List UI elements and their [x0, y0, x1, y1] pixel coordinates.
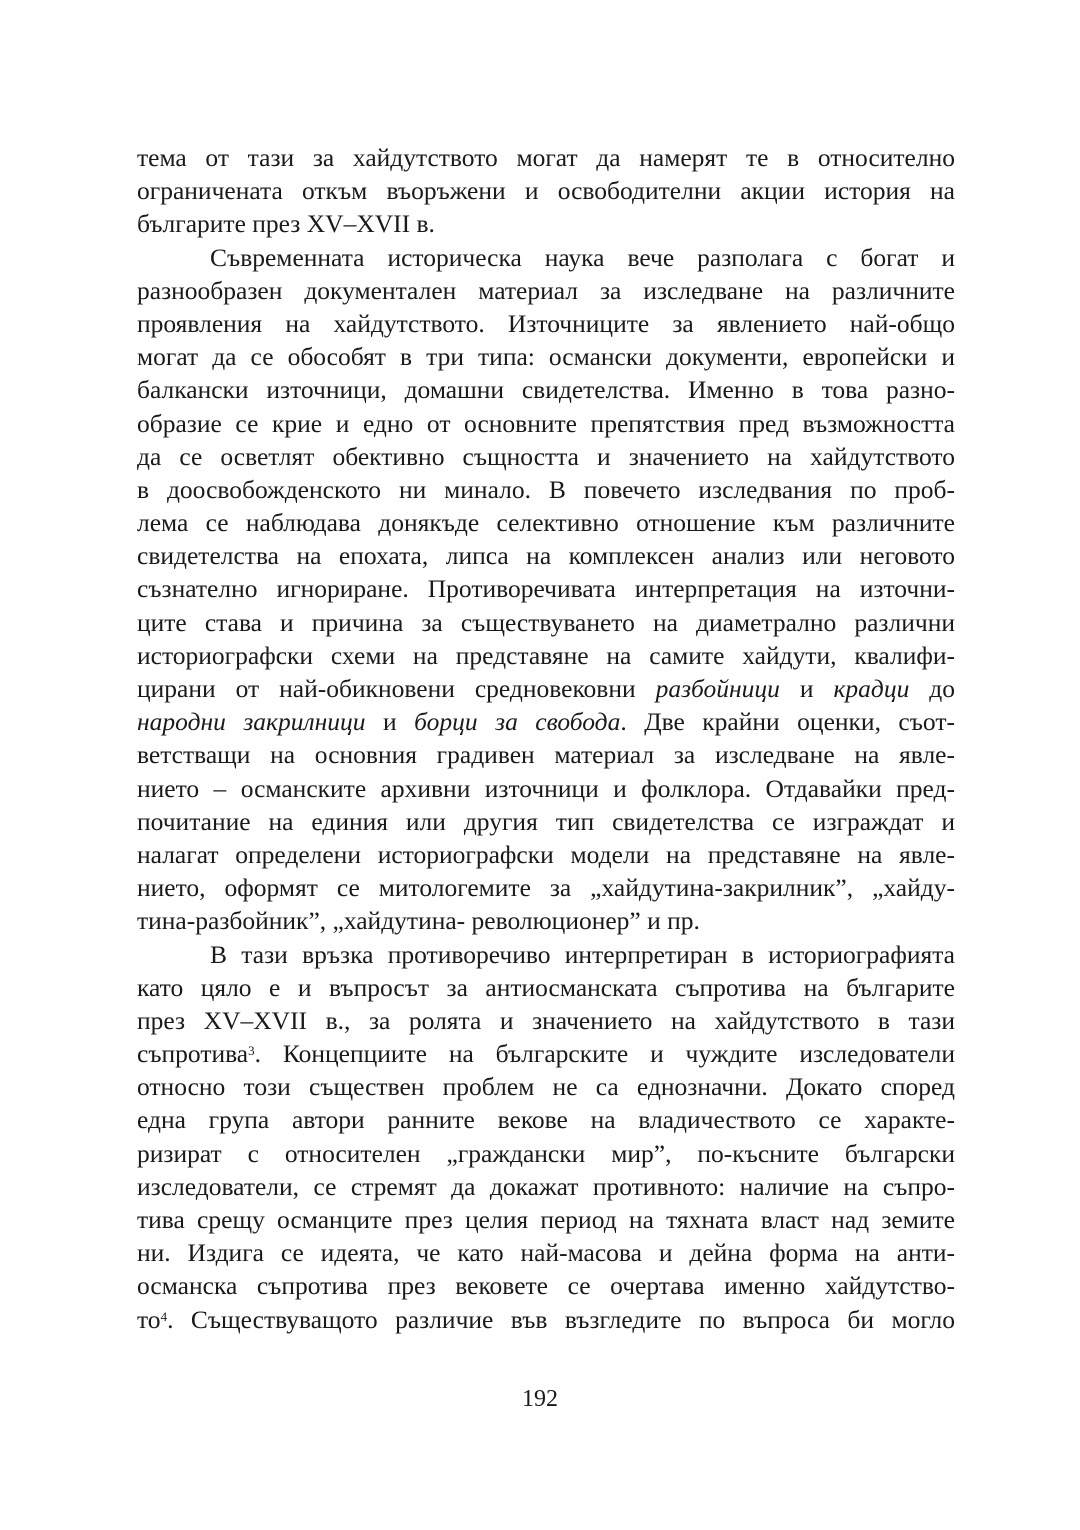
- text-line: ограничената откъм въоръжени и освободителни акции история на: [137, 176, 955, 206]
- footnote-ref: 3: [248, 1043, 255, 1059]
- text-line: образие се крие и едно от основните препятствия пред възможността: [137, 408, 955, 438]
- text-line-mixed: [137, 1303, 955, 1336]
- text-line: почитание на единия или другия тип свидетелства се изграждат и: [137, 806, 955, 836]
- italic-term: народни закрилници: [137, 707, 366, 737]
- italic-term: борци за свобода: [414, 707, 621, 737]
- line-text: . Две крайни оценки, съот-: [620, 707, 955, 737]
- text-line: лема се наблюдава донякъде селективно отношение към различните: [137, 508, 955, 538]
- text-line: ризират с относителен „граждански мир”, по-късните български: [137, 1138, 955, 1168]
- text-line-mixed: [137, 672, 955, 705]
- text-line: налагат определени историографски модели на представяне на явле-: [137, 839, 955, 869]
- text-line-mixed: [137, 1037, 955, 1070]
- line-text: и: [779, 674, 834, 703]
- italic-term: разбойници: [655, 674, 780, 703]
- text-line: българите през XV–XVII в.: [137, 209, 435, 239]
- line-text: то: [137, 1304, 161, 1334]
- footnote-ref: 4: [160, 1308, 168, 1324]
- text-line: османска съпротива през вековете се очертава именно хайдутство-: [137, 1271, 955, 1301]
- text-line: историографски схеми на представяне на самите хайдути, квалифи-: [137, 640, 955, 670]
- text-line: през XV–XVII в., за ролята и значението на хайдутството в тази: [137, 1005, 955, 1035]
- text-line: изследователи, се стремят да докажат противното: наличие на съпро-: [137, 1171, 955, 1201]
- text-line: да се осветлят обективно същността и значението на хайдутството: [137, 441, 955, 471]
- text-line-mixed: [137, 705, 955, 738]
- text-line: относно този съществен проблем не са еднозначни. Докато според: [137, 1072, 955, 1102]
- text-line: Съвременната историческа наука вече разполага с богат и: [210, 242, 955, 272]
- text-line: като цяло е и въпросът за антиосманската съпротива на българите: [137, 972, 955, 1002]
- text-line: в доосвобожденското ни минало. В повечето изследвания по проб-: [137, 474, 955, 504]
- text-line: тина-разбойник”, „хайдутина- революционер” и пр.: [137, 906, 700, 936]
- text-line: съзнателно игнориране. Противоречивата интерпретация на източни-: [137, 574, 955, 604]
- line-text: . Концепциите на българските и чуждите изследователи: [254, 1039, 955, 1069]
- line-text: и: [365, 707, 415, 737]
- line-text: цирани от най-обикновени средновековни: [137, 674, 656, 703]
- italic-term: крадци: [833, 674, 910, 703]
- text-line: могат да се обособят в три типа: османски документи, европейски и: [137, 342, 955, 372]
- text-line: В тази връзка противоречиво интерпретиран в историографията: [210, 939, 955, 969]
- text-line: ците става и причина за съществуването на диаметрално различни: [137, 607, 955, 637]
- text-line: проявления на хайдутството. Източниците за явлението най-общо: [137, 308, 955, 338]
- body-text: [137, 141, 955, 1336]
- line-text: до: [909, 674, 956, 703]
- text-line: нието – османските архивни източници и фолклора. Отдавайки пред-: [137, 773, 955, 803]
- line-text: . Съществуващото различие във възгледите по въпроса би могло: [167, 1304, 955, 1334]
- text-line: една група автори ранните векове на владичеството се характе-: [137, 1105, 955, 1135]
- text-line: ни. Издига се идеята, че като най-масова и дейна форма на анти-: [137, 1238, 955, 1268]
- text-line: нието, оформят се митологемите за „хайдутина-закрилник”, „хайду-: [137, 873, 955, 903]
- line-text: съпротива: [137, 1039, 249, 1069]
- text-line: ветстващи на основния градивен материал за изследване на явле-: [137, 740, 955, 770]
- page-number: 192: [522, 1386, 558, 1412]
- text-line: разнообразен документален материал за изследване на различните: [137, 275, 955, 305]
- text-line: балкански източници, домашни свидетелства. Именно в това разно-: [137, 375, 955, 405]
- text-line: тема от тази за хайдутството могат да намерят те в относително: [137, 143, 955, 172]
- text-line: свидетелства на епохата, липса на комплексен анализ или неговото: [137, 541, 955, 571]
- text-line: тива срещу османците през целия период на тяхната власт над земите: [137, 1205, 955, 1234]
